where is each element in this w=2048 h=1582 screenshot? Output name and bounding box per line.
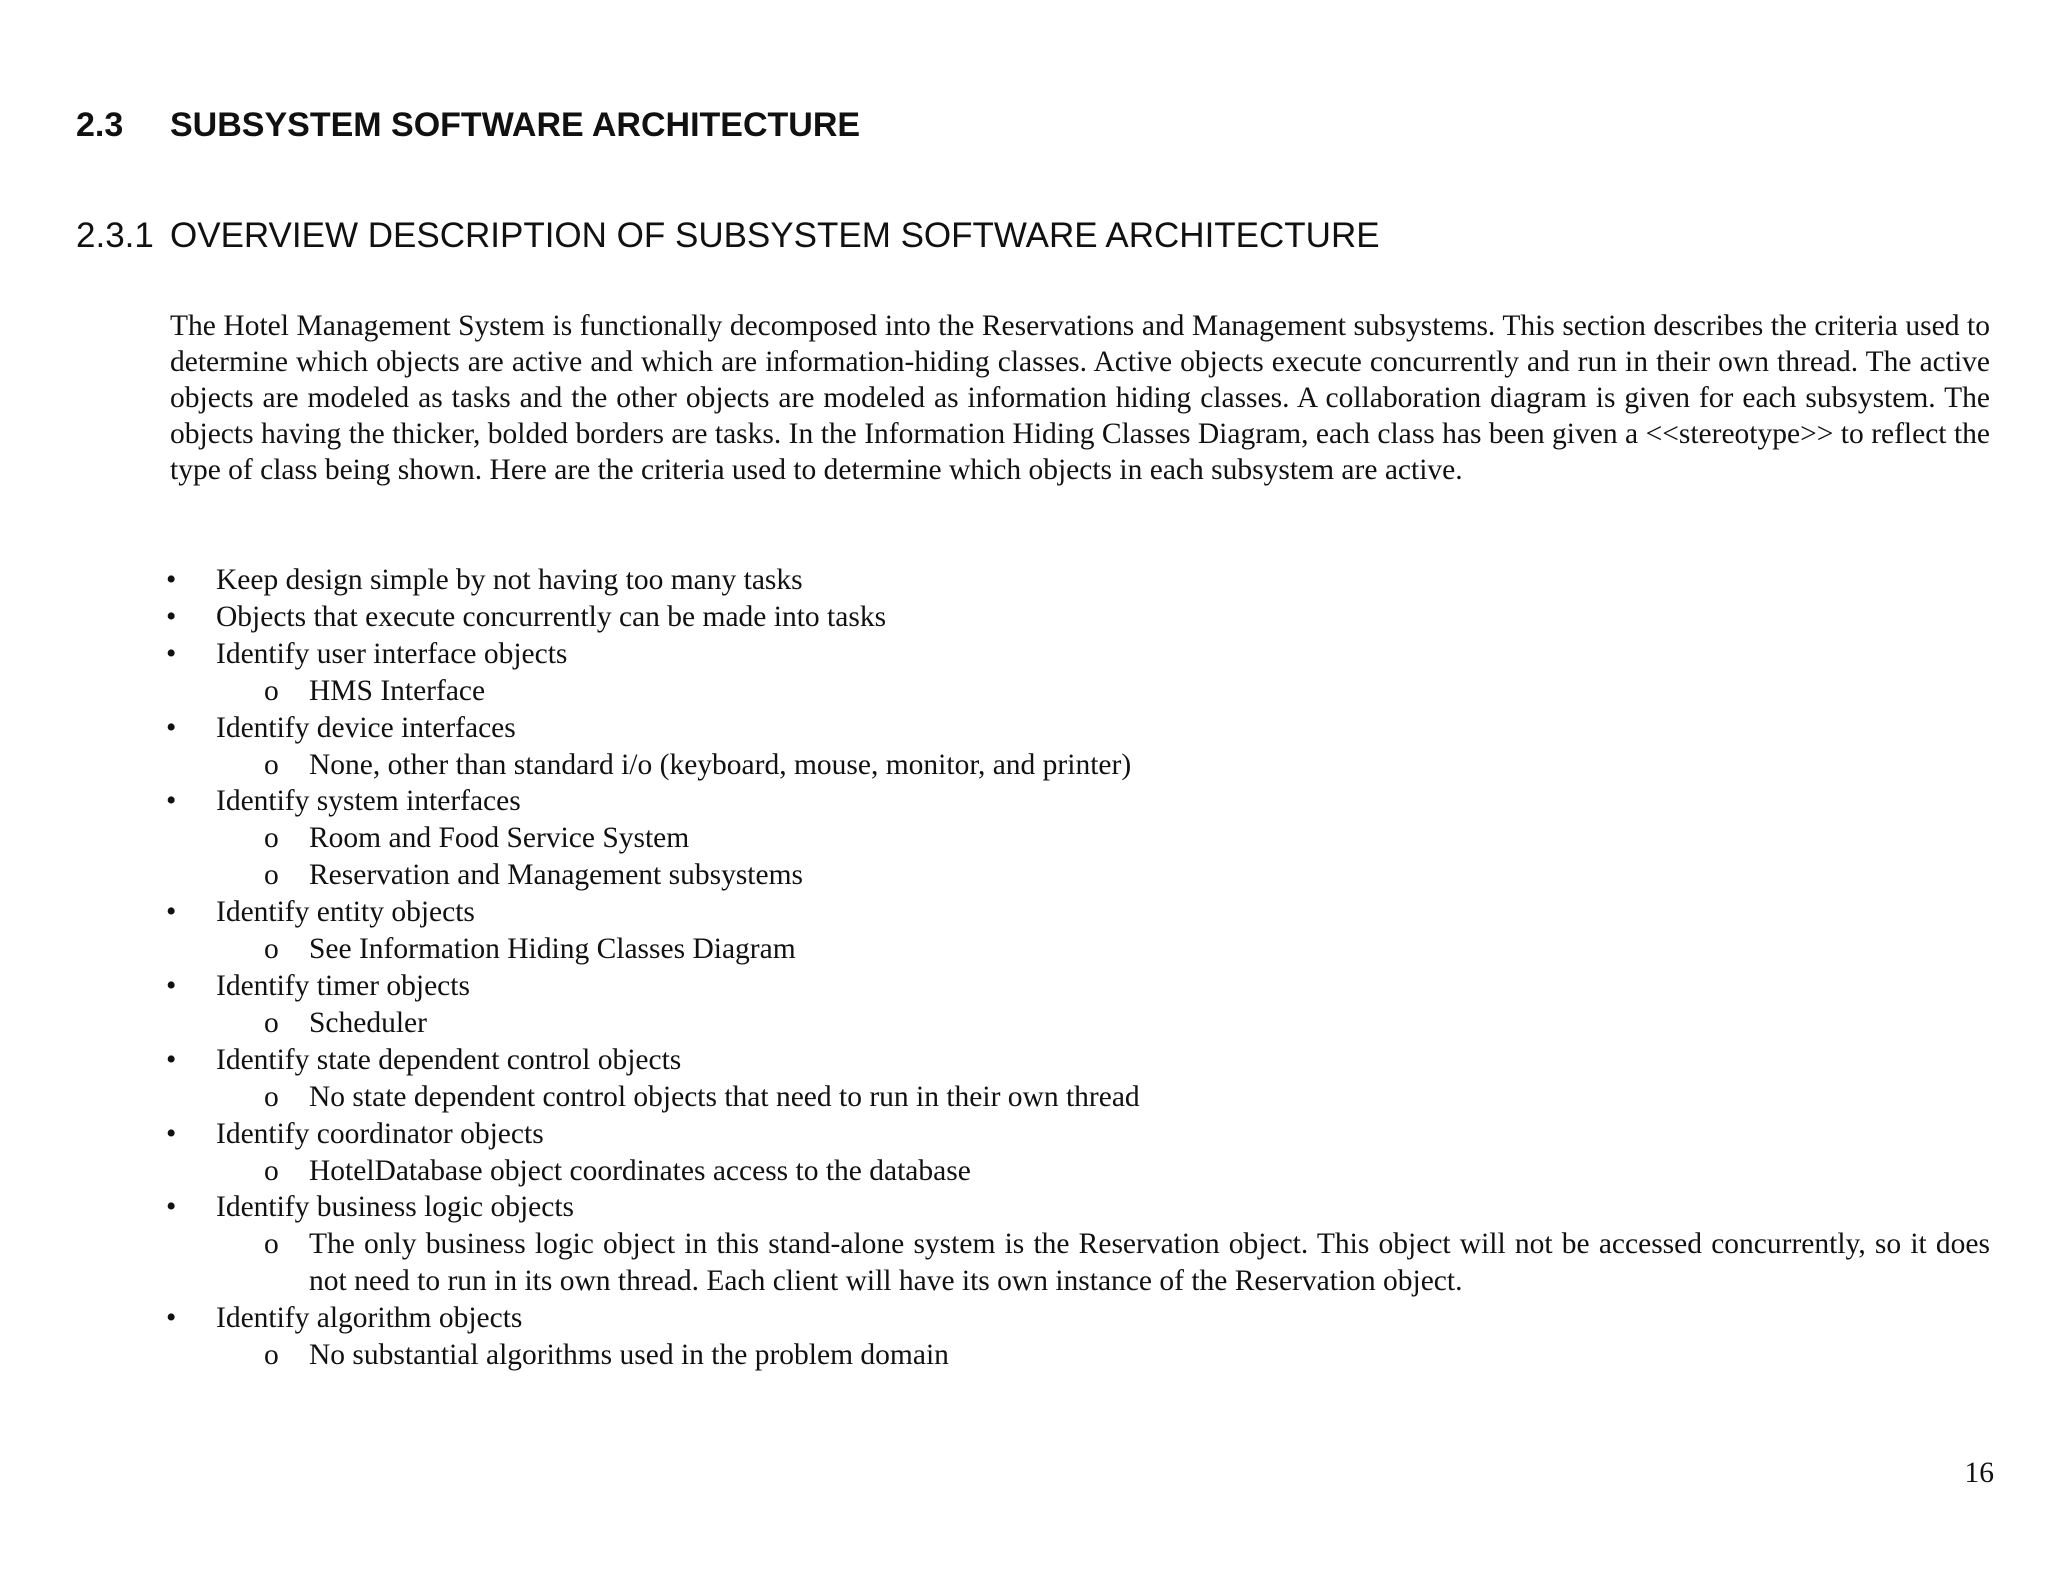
criteria-subitem-text: HotelDatabase object coordinates access to the database — [309, 1154, 971, 1187]
criteria-item-text: Keep design simple by not having too many tasks — [216, 564, 803, 596]
sub-bullet-icon: o — [264, 822, 279, 855]
criteria-subitem — [0, 1337, 1990, 1374]
sub-bullet-icon: o — [264, 748, 279, 781]
bullet-icon: • — [166, 1302, 177, 1335]
subsection-number: 2.3.1 — [76, 216, 154, 255]
criteria-item — [0, 599, 1990, 636]
sub-bullet-icon: o — [264, 1006, 279, 1039]
criteria-subitem-text: Room and Food Service System — [309, 822, 690, 855]
criteria-subitem — [0, 747, 1990, 784]
criteria-item-text: Identify entity objects — [216, 896, 475, 929]
criteria-item-text: Identify business logic objects — [216, 1191, 575, 1224]
criteria-item — [0, 1042, 1990, 1079]
criteria-item-text: Objects that execute concurrently can be made into tasks — [216, 600, 887, 633]
criteria-item-text: Identify system interfaces — [216, 785, 521, 818]
criteria-item-text: Identify state dependent control objects — [216, 1043, 682, 1076]
criteria-item — [0, 1300, 1990, 1337]
criteria-item — [0, 1189, 1990, 1226]
criteria-subitem — [0, 931, 1990, 968]
sub-bullet-icon: o — [264, 674, 279, 707]
criteria-subitem-text: No state dependent control objects that need to run in their own thread — [309, 1080, 1140, 1113]
bullet-icon: • — [166, 969, 177, 1002]
section-number: 2.3 — [76, 106, 124, 144]
criteria-subitem-text: The only business logic object in this stand-alone system is the Reservation object. This object will not be accessed concurrently, so it does not need to run in its own thread. Each client will have its own instance of the Reservation object. — [309, 1228, 1990, 1298]
bullet-icon: • — [166, 896, 177, 929]
section-title: SUBSYSTEM SOFTWARE ARCHITECTURE — [170, 106, 861, 144]
criteria-item — [0, 636, 1990, 673]
criteria-item-text: Identify timer objects — [216, 969, 470, 1002]
sub-bullet-icon: o — [264, 1080, 279, 1113]
criteria-item-text: Identify device interfaces — [216, 711, 516, 744]
subsection-title: OVERVIEW DESCRIPTION OF SUBSYSTEM SOFTWARE ARCHITECTURE — [170, 216, 1380, 255]
criteria-item — [0, 968, 1990, 1005]
sub-bullet-icon: o — [264, 933, 279, 966]
sub-bullet-icon: o — [264, 1339, 279, 1372]
bullet-icon: • — [166, 785, 177, 818]
sub-bullet-icon: o — [264, 859, 279, 892]
criteria-subitem-text: HMS Interface — [309, 674, 486, 707]
criteria-item — [0, 894, 1990, 931]
bullet-icon: • — [166, 1191, 177, 1224]
sub-bullet-icon: o — [264, 1154, 279, 1187]
criteria-subitem-text: No substantial algorithms used in the problem domain — [309, 1339, 949, 1372]
bullet-icon: • — [166, 1043, 177, 1076]
subsection-heading — [76, 216, 1380, 256]
criteria-item-text: Identify coordinator objects — [216, 1117, 544, 1150]
sub-bullet-icon: o — [264, 1228, 279, 1261]
criteria-item — [0, 562, 1990, 599]
criteria-item — [0, 710, 1990, 747]
bullet-icon: • — [166, 1117, 177, 1150]
criteria-subitem — [0, 1226, 1990, 1300]
criteria-subitem — [0, 1005, 1990, 1042]
criteria-subitem — [0, 1079, 1990, 1116]
criteria-item — [0, 1116, 1990, 1153]
bullet-icon: • — [166, 564, 177, 596]
criteria-item-text: Identify user interface objects — [216, 637, 568, 670]
criteria-subitem-text: Reservation and Management subsystems — [309, 859, 804, 892]
criteria-subitem-text: Scheduler — [309, 1006, 427, 1039]
criteria-item-text: Identify algorithm objects — [216, 1302, 523, 1335]
bullet-icon: • — [166, 711, 177, 744]
overview-paragraph: The Hotel Management System is functionally decomposed into the Reservations and Management subsystems. This section describes the criteria used to determine which objects are active and which are information-hiding classes. Active objects execute concurrently and run in their own thread. The active objects are modeled as tasks and the other objects are modeled as information hiding classes. A collaboration diagram is given for each subsystem. The objects having the thicker, bolded borders are tasks. In the Information Hiding Classes Diagram, each class has been given a <<stereotype>> to reflect the type of class being shown. Here are the criteria used to determine which objects in each subsystem are active. — [170, 310, 1990, 486]
criteria-subitem — [0, 820, 1990, 857]
bullet-icon: • — [166, 600, 177, 633]
criteria-subitem-text: None, other than standard i/o (keyboard, mouse, monitor, and printer) — [309, 748, 1132, 781]
section-heading — [76, 106, 860, 145]
page-number: 16 — [1964, 1457, 1994, 1489]
bullet-icon: • — [166, 637, 177, 670]
criteria-list — [0, 562, 2048, 1374]
criteria-subitem — [0, 1153, 1990, 1190]
criteria-subitem — [0, 857, 1990, 894]
criteria-subitem-text: See Information Hiding Classes Diagram — [309, 933, 796, 966]
criteria-subitem — [0, 673, 1990, 710]
criteria-item — [0, 783, 1990, 820]
